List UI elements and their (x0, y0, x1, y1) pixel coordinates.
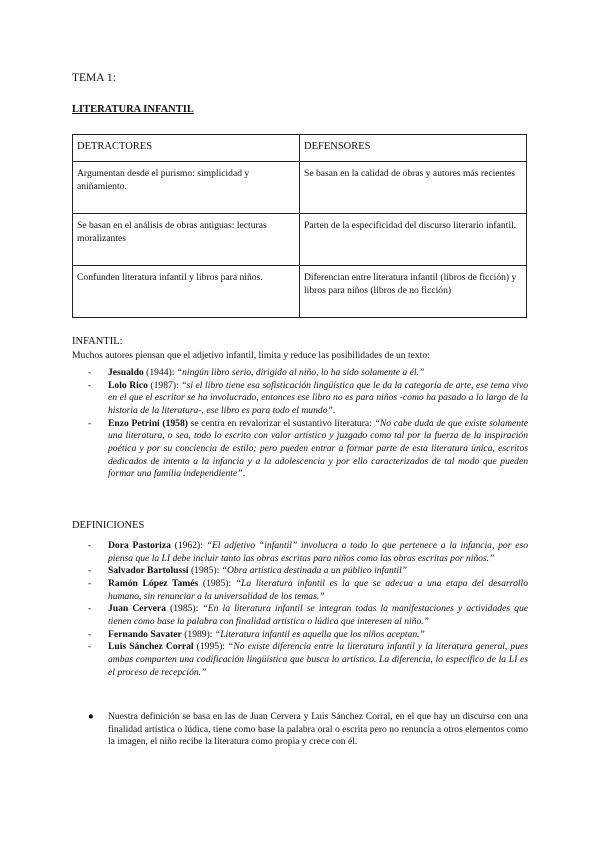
table-cell: Se basan en el análisis de obras antiguas: lecturas moralizantes (73, 214, 300, 266)
author-name: Dora Pastoriza (108, 540, 171, 551)
author-name: Enzo Petrini (1958) (108, 417, 188, 429)
author-name: Jesualdo (108, 367, 144, 378)
quote-text: “No existe diferencia entre la literatura infantil y la literatura general, pues ambas comparten una codificación lingüística que busca lo artístico. La diferencia, lo específico de la LI es el proceso de recepción.” (108, 641, 528, 678)
author-detail: (1995): (193, 641, 229, 653)
list-item (88, 380, 528, 418)
table-row (73, 214, 527, 266)
dash-marker: - (88, 367, 92, 378)
author-detail: (1944): (143, 367, 177, 378)
list-item (88, 629, 528, 642)
author-name: Luis Sánchez Corral (108, 641, 194, 653)
dash-marker: - (88, 577, 92, 589)
dash-marker: - (88, 565, 92, 577)
dash-marker: - (88, 603, 92, 615)
section-title: LITERATURA INFANTIL (72, 104, 194, 115)
quote-text: “Literatura infantil es aquella que los niños aceptan.” (214, 628, 425, 640)
dash-marker: - (88, 379, 92, 391)
table-cell: Confunden literatura infantil y libros para niños. (73, 266, 300, 318)
column-header-defensores: DEFENSORES (300, 135, 527, 162)
author-detail: (1987): (147, 379, 182, 391)
conclusion-text: Nuestra definición se basa en las de Juan Cervera y Luis Sánchez Corral, en el que hay un discurso con una finalidad artística o lúdica, tiene como base la palabra oral o escrita pero no renuncia a otros elementos como la imagen, el niño recibe la literatura como propia y crece con él. (108, 711, 528, 748)
infantil-quote-list (88, 367, 528, 481)
table-header-row (73, 135, 527, 162)
quote-text: “El adjetivo “infantil” involucra a todo lo que pertenece a la infancia, por eso piensa que la LI debe incluir tanto las obras escritas para niños como las obras escritas por niños.” (108, 540, 528, 564)
author-detail: (1962): (170, 540, 207, 551)
conclusion-item (88, 711, 528, 749)
quote-text: “La literatura infantil es la que se adecua a una etapa del desarrollo humano, sin renunciar a la universalidad de los temas.” (108, 577, 528, 602)
list-item (88, 641, 528, 679)
table-cell: Parten de la especificidad del discurso literario infantil. (300, 214, 527, 266)
comparison-table (72, 134, 527, 318)
list-item (88, 603, 528, 628)
dash-marker: - (88, 540, 92, 551)
dash-marker: - (88, 628, 92, 640)
infantil-heading: INFANTIL: (72, 336, 123, 347)
author-detail: (1985): (198, 577, 236, 589)
author-name: Salvador Bartolussi (108, 565, 189, 577)
author-detail: (1985): (188, 565, 222, 577)
author-detail: (1985): (165, 603, 203, 615)
definiciones-heading: DEFINICIONES (72, 520, 145, 531)
definitions-list (88, 540, 528, 679)
quote-text: “si el libro tiene esa sofisticación lingüística que le da la categoría de arte, ese tema vivo en el que el escritor se ha involucrado, entonces ese libro no es para niños -como ha pasado a lo largo de la historia de la literatura-, ese libro es para todo el mundo” (108, 379, 528, 416)
author-name: Juan Cervera (108, 603, 166, 615)
list-item (88, 418, 528, 481)
table-cell: Argumentan desde el purismo: simplicidad y aniñamiento. (73, 162, 300, 214)
infantil-intro: Muchos autores piensan que el adjetivo infantil, limita y reduce las posibilidades de un texto: (72, 350, 430, 361)
list-item (88, 540, 528, 565)
bullet-icon: ● (88, 711, 94, 722)
author-detail: (1989): (181, 628, 215, 640)
author-detail: se centra en revalorizar el sustantivo literatura: (187, 417, 375, 429)
topic-number: TEMA 1: (72, 72, 116, 84)
table-row (73, 266, 527, 318)
table-cell: Diferencian entre literatura infantil (libros de ficción) y libros para niños (libros de no ficción) (300, 266, 527, 318)
author-name: Ramón López Tamés (108, 577, 199, 589)
quote-end: . (242, 468, 245, 480)
list-item (88, 578, 528, 603)
quote-end: . (332, 404, 336, 416)
quote-text: “ningún libro serio, dirigido al niño, lo ha sido solamente a él.” (176, 367, 425, 378)
table-row (73, 162, 527, 214)
column-header-detractores: DETRACTORES (73, 135, 300, 162)
quote-text: “En la literatura infantil se integran todas la manifestaciones y actividades que tienen como base la palabra con finalidad artística o lúdica que interesen al niño.” (108, 603, 528, 627)
quote-text: “Obra artística destinada a un público infantil” (221, 565, 408, 577)
quote-text: “No cabe duda de que existe solamente una literatura, o sea, todo lo escrito con valor artístico y juzgado como tal por la fuerza de la inspiración poética y por su conciencia de estilo; pero pueden entrar a formar parte de esta literatura única, escritos dedicados de intento a la infancia y a la adolescencia y por ello caracterizados de tal modo que pueden formar una familia independiente” (108, 417, 528, 480)
author-name: Lolo Rico (108, 379, 148, 391)
dash-marker: - (88, 417, 92, 429)
table-cell: Se basan en la calidad de obras y autores más recientes (300, 162, 527, 214)
list-item (88, 367, 528, 380)
dash-marker: - (88, 641, 92, 653)
list-item (88, 565, 528, 578)
author-name: Fernando Savater (108, 628, 182, 640)
